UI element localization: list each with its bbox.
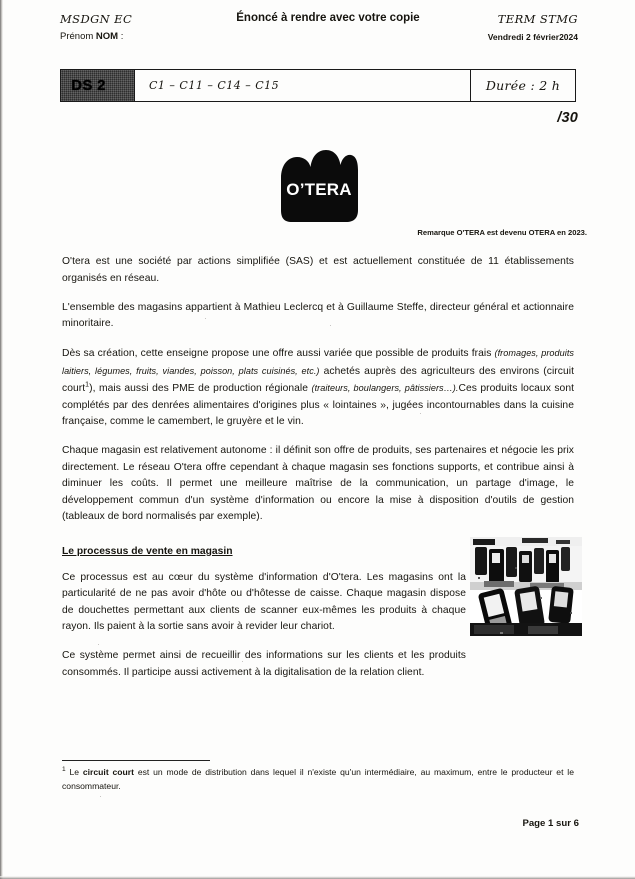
p3-part-a: Dès sa création, cette enseigne propose une offre aussi variée que possible de produits frais [62, 348, 495, 359]
paragraph-company-status: O'tera est une société par actions simplifiée (SAS) et est actuellement constituée de 11 établissements organisés en réseau. [62, 256, 574, 284]
p3-italic-sme: (traiteurs, boulangers, pâtissiers…). [311, 383, 459, 393]
p3-part-b: achetés auprès des agriculteurs des environs (circuit court [62, 365, 574, 394]
footnote-lead: Le [65, 767, 83, 777]
assessment-code-cell [61, 70, 135, 101]
class-code: MSDGN EC [60, 12, 133, 26]
section-heading-sales-process: Le processus de vente en magasin [62, 545, 233, 557]
p3-italic-fresh-products: (fromages, produits laitiers, légumes, fruits, viandes, poisson, plats cuisinés, etc.) [62, 348, 574, 376]
footnote-text [62, 766, 574, 793]
otera-logo [275, 148, 359, 224]
total-points: /30 [557, 110, 578, 126]
student-name-field-label [60, 31, 132, 42]
handheld-scanners-photo [470, 537, 582, 636]
paragraph-product-offer [62, 345, 574, 431]
footnote-definition: est un mode de distribution dans lequel il n'existe qu'un intermédiaire, au maximum, entre le producteur et le consommateur. [62, 767, 574, 791]
grade-level: TERM STMG [497, 12, 578, 26]
header-right-block [488, 12, 578, 42]
document-title: Énoncé à rendre avec votre copie [236, 12, 420, 24]
footnote-marker: 1 [62, 766, 66, 774]
competencies-cell: C1 – C11 – C14 – C15 [135, 70, 471, 101]
p3-part-d: Ces produits locaux sont complétés par des denrées alimentaires d'origines plus « lointaines », jugées incontournables dans la cuisine française, comme le camembert, le gruyère et le vin. [62, 383, 575, 427]
page-footer [522, 818, 579, 829]
otera-logo-icon [275, 148, 359, 224]
assessment-info-table [60, 69, 576, 102]
header-left-block [60, 12, 132, 42]
exam-date: Vendredi 2 février2024 [487, 32, 578, 42]
p3-part-c: ), mais aussi des PME de production régionale [89, 383, 312, 394]
page-prefix: Page [522, 818, 549, 829]
name-label-suffix: : [118, 31, 124, 42]
paragraph-sales-process: Ce processus est au cœur du système d'information d'O'tera. Les magasins ont la particularité de ne pas avoir d'hôte ou d'hôtesse de caisse. Chaque magasin dispose de douchettes permettant aux clients de scanner eux-mêmes les produits à chaque rayon. Ils paient à la sortie sans avoir à revider leur chariot. [62, 571, 466, 632]
name-label-bold: NOM [95, 31, 119, 42]
scanner-rack-image [470, 537, 582, 636]
page-middle: sur [553, 818, 574, 829]
duration-cell: Durée : 2 h [485, 78, 561, 93]
page-header [60, 12, 578, 46]
paragraph-data-collection: Ce système permet ainsi de recueillir des informations sur les clients et les produits consommés. Il participe aussi activement à la digitalisation de la relation client. [62, 650, 466, 678]
footnote-separator [62, 760, 210, 761]
page-number: 1 [548, 818, 554, 829]
page-total: 6 [573, 818, 579, 829]
assessment-code: DS 2 [71, 77, 106, 94]
paragraph-store-autonomy: Chaque magasin est relativement autonome : il définit son offre de produits, ses partenaires et négocie les prix directement. Le réseau O'tera offre cependant à chaque magasin ses fonctions supports, et contribue ainsi à diminuer les coûts. Il permet une meilleure maîtrise de la communication, un partage d'image, le développement commun d'un système d'information ou encore la mise à disposition d'outils de gestion (tableaux de bord normalisés par exemple). [62, 445, 574, 522]
name-label-prefix: Prénom [60, 31, 96, 42]
footnote-term: circuit court [82, 767, 134, 777]
footnote-marker-ref: 1 [85, 381, 90, 389]
logo-remark: Remarque O'TERA est devenu OTERA en 2023. [417, 228, 587, 237]
paragraph-ownership: L'ensemble des magasins appartient à Mathieu Leclercq et à Guillaume Steffe, directeur général et actionnaire minoritaire. [62, 301, 574, 329]
svg-text:O’TERA: O’TERA [286, 180, 352, 199]
